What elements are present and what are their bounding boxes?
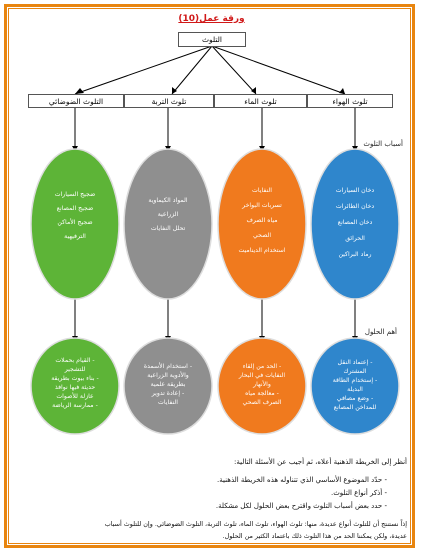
causes-water-text: النفايات تسربات البواخر مياه الصرف الصحي استخدام الديناميت — [238, 187, 286, 254]
causes-air-text: دخان السيارات دخان الطائرات دخان المصانع الحرائق رماد البراكين — [335, 187, 375, 258]
question-item: - حدد بعض أسباب التلوث واقترح بعض الحلول لكل مشكلة. — [215, 502, 387, 510]
type-node-air: تلوث الهواء — [307, 94, 393, 108]
type-node-noise: التلوث الضوضائي — [28, 94, 124, 108]
questions-intro: أنظر إلى الخريطة الذهنية أعلاه، ثم أجيب عن الأسئلة التالية: — [233, 458, 407, 466]
solutions-noise-text: - القيام بحملات للتشجير - بناء بيوت بطريقة حديثة فيها نوافذ عازلة للأصوات - ممارسة الرياضة — [51, 357, 99, 409]
solutions-air-text: - إعتماد النقل المشترك - إستخدام الطاقة البديلة - وضع مصافي للمداخن المصانع — [332, 359, 378, 411]
solutions-soil-text: - استخدام الأسمدة والأدوية الزراعية بطريقة علمية - إعادة تدوير النفايات — [143, 363, 193, 406]
type-node-water: تلوث الماء — [214, 94, 307, 108]
causes-noise-text: ضجيج السيارات ضجيج المصانع ضجيج الأماكن الترفيهية — [54, 191, 96, 240]
solutions-label: أهم الحلول — [364, 328, 397, 336]
causes-soil-text: المواد الكيماوية الزراعية تحلل النفايات — [148, 197, 188, 232]
conclusion-line: عديدة، ولكن يمكننا الحد من هذا التلوث ذلك باعتماد الكثير من الحلول. — [222, 532, 407, 540]
type-node-soil: تلوث التربة — [124, 94, 214, 108]
solutions-water-text: - الحد من إلقاء النفايات في البحار والأنهار - معالجة مياه الصرف الصحي — [238, 363, 286, 406]
root-node: التلوث — [178, 32, 246, 47]
question-item: - حدّد الموضوع الأساسي الذي تتناوله هذه الخريطة الذهنية. — [217, 476, 387, 484]
causes-label: أسباب التلوث — [363, 140, 403, 148]
question-item: - أذكر أنواع التلوث. — [330, 489, 387, 497]
worksheet-title: ورقة عمل(10) — [178, 14, 245, 24]
conclusion-line: إذاً نستنتج أن للتلوث أنواع عديدة، منها: تلوث الهواء، تلوث الماء، تلوث التربة، التلوث الضوضائي. وإن للتلوث أسباب — [104, 520, 407, 528]
